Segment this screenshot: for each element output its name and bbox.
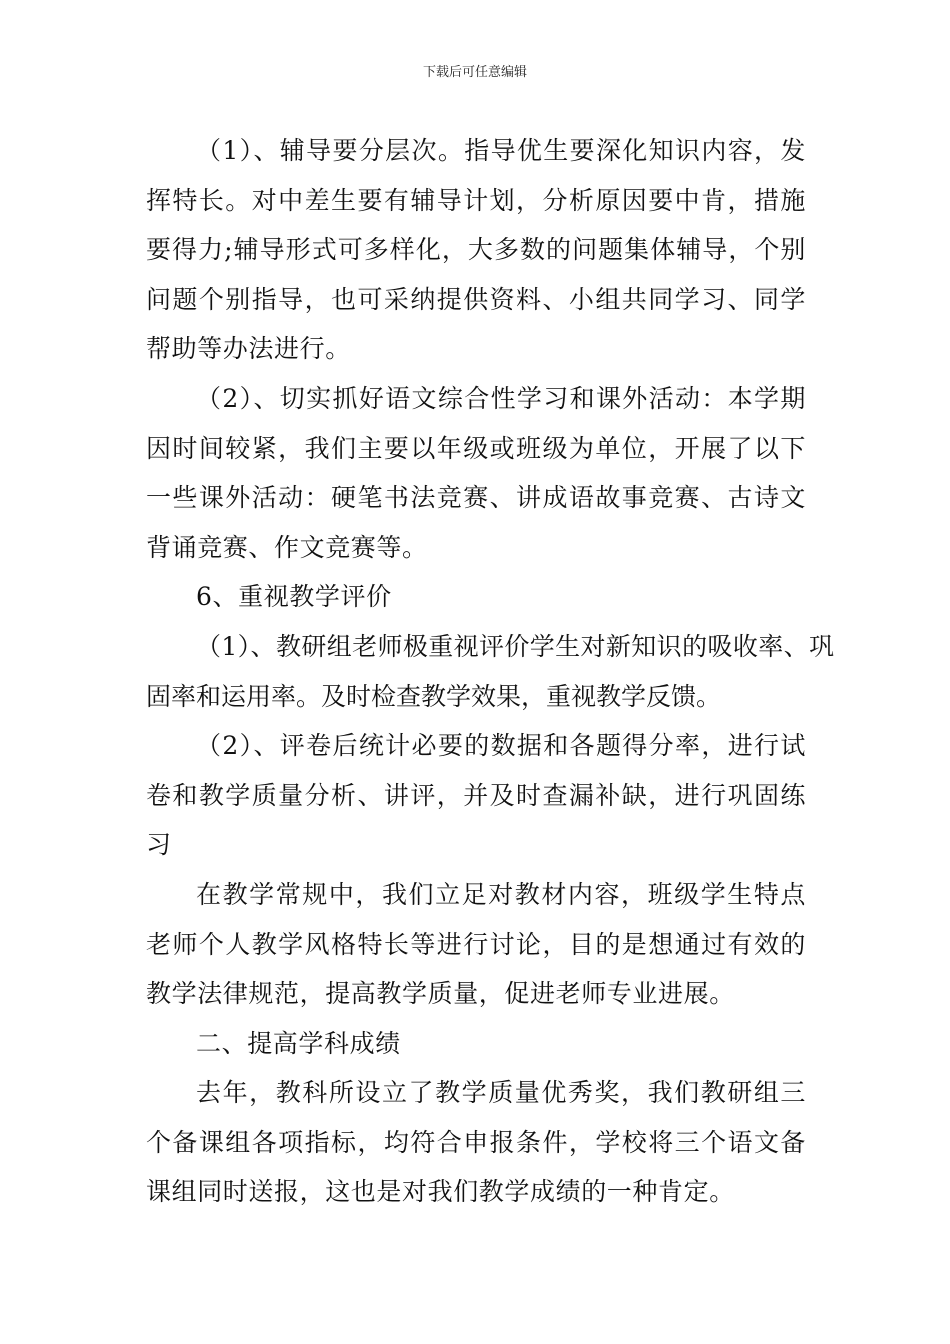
paragraph-evaluation-2: （2）、评卷后统计必要的数据和各题得分率，进行试卷和教学质量分析、讲评，并及时查漏补缺，进行巩固练习	[146, 731, 806, 860]
paragraph-award: 去年，教科所设立了教学质量优秀奖，我们教研组三个备课组各项指标，均符合申报条件，学校将三个语文备课组同时送报，这也是对我们教学成绩的一种肯定。	[146, 1078, 806, 1207]
heading-improve-scores: 二、提高学科成绩	[196, 1028, 401, 1058]
page-header: 下载后可任意编辑	[422, 65, 527, 80]
paragraph-activities: （2）、切实抓好语文综合性学习和课外活动：本学期因时间较紧，我们主要以年级或班级为单位，开展了以下一些课外活动：硬笔书法竞赛、讲成语故事竞赛、古诗文背诵竞赛、作文竞赛等。	[146, 383, 806, 562]
paragraph-routine: 在教学常规中，我们立足对教材内容，班级学生特点老师个人教学风格特长等进行讨论，目的是想通过有效的教学法律规范，提高教学质量，促进老师专业进展。	[146, 879, 806, 1009]
heading-evaluation: 6、重视教学评价	[196, 582, 392, 612]
paragraph-evaluation-1: （1）、教研组老师极重视评价学生对新知识的吸收率、巩固率和运用率。及时检查教学效果，重视教学反馈。	[146, 631, 834, 711]
document-body	[146, 126, 834, 1217]
paragraph-tutoring: （1）、辅导要分层次。指导优生要深化知识内容，发挥特长。对中差生要有辅导计划，分析原因要中肯，措施要得力;辅导形式可多样化，大多数的问题集体辅导，个别问题个别指导，也可采纳提供资料、小组共同学习、同学帮助等办法进行。	[146, 136, 806, 364]
